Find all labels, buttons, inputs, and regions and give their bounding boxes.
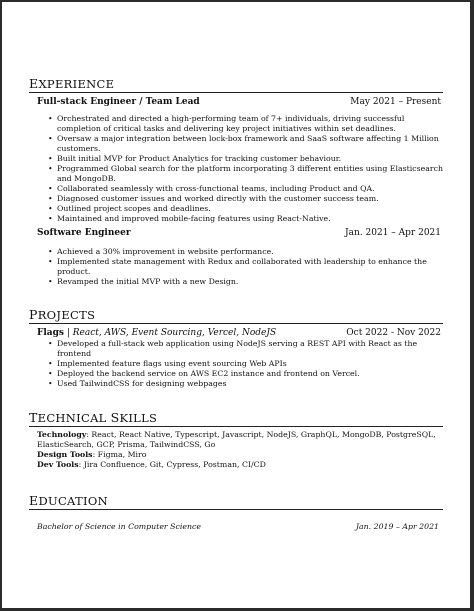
job-title: Software Engineer (37, 228, 131, 238)
degree: Bachelor of Science in Computer Science (37, 522, 201, 531)
window-frame-left (0, 0, 2, 611)
project-header (29, 327, 443, 339)
list-item: • Achieved a 30% improvement in website performance. (57, 247, 443, 257)
window-frame-right (470, 0, 474, 611)
window-frame-top (0, 0, 474, 2)
list-item: • Built initial MVP for Product Analytics for tracking customer behaviour. (57, 154, 443, 164)
list-item: • Outlined project scopes and deadlines. (57, 204, 443, 214)
projects-heading: PROJECTS (29, 307, 443, 324)
skill-line-technology: Technology: React, React Native, Typescript, Javascript, NodeJS, GraphQL, MongoDB, PostgreSQL, ElasticSearch, GCP, Prisma, TailwindCSS, Go (37, 430, 436, 449)
job-dates: Jan. 2021 – Apr 2021 (345, 228, 441, 238)
list-item: • Developed a full-stack web application using NodeJS serving a REST API with React as the frontend (57, 339, 443, 359)
list-item: • Oversaw a major integration between lock-box framework and SaaS software affecting 1 Million customers. (57, 134, 443, 154)
list-item: • Implemented state management with Redux and collaborated with leadership to enhance the product. (57, 257, 443, 277)
skills-heading: TECHNICAL SKILLS (29, 410, 443, 427)
experience-heading: EXPERIENCE (29, 76, 443, 93)
skill-line-dev-tools: Dev Tools: Jira Confluence, Git, Cypress, Postman, CI/CD (37, 460, 266, 469)
list-item: • Implemented feature flags using event sourcing Web APIs (57, 359, 443, 369)
list-item: • Revamped the initial MVP with a new Design. (57, 277, 443, 287)
project-dates: Oct 2022 - Nov 2022 (346, 328, 441, 338)
project-bullets (29, 339, 443, 389)
education-dates: Jan. 2019 – Apr 2021 (355, 522, 439, 531)
list-item: • Deployed the backend service on AWS EC2 instance and frontend on Vercel. (57, 369, 443, 379)
list-item: • Used TailwindCSS for designing webpages (57, 379, 443, 389)
project-separator: | (64, 328, 73, 338)
list-item: • Collaborated seamlessly with cross-functional teams, including Product and QA. (57, 184, 443, 194)
job-title: Full-stack Engineer / Team Lead (37, 97, 200, 107)
job-bullets (29, 114, 443, 224)
job-header (29, 227, 443, 239)
list-item: • Programmed Global search for the platform incorporating 3 different entities using Elasticsearch and MongoDB. (57, 164, 443, 184)
job-bullets (29, 247, 443, 287)
skill-line-design-tools: Design Tools: Figma, Miro (37, 450, 147, 459)
education-heading: EDUCATION (29, 493, 443, 510)
job-dates: May 2021 – Present (350, 97, 441, 107)
resume-content (29, 76, 443, 532)
education-entry (29, 522, 443, 532)
list-item: • Orchestrated and directed a high-performing team of 7+ individuals, driving successful completion of critical tasks and delivering key project initiatives within set deadlines. (57, 114, 443, 134)
list-item: • Diagnosed customer issues and worked directly with the customer success team. (57, 194, 443, 204)
job-header (29, 96, 443, 108)
project-stack: React, AWS, Event Sourcing, Vercel, NodeJS (72, 328, 277, 338)
list-item: • Maintained and improved mobile-facing features using React-Native. (57, 214, 443, 224)
project-name: Flags (37, 328, 64, 338)
